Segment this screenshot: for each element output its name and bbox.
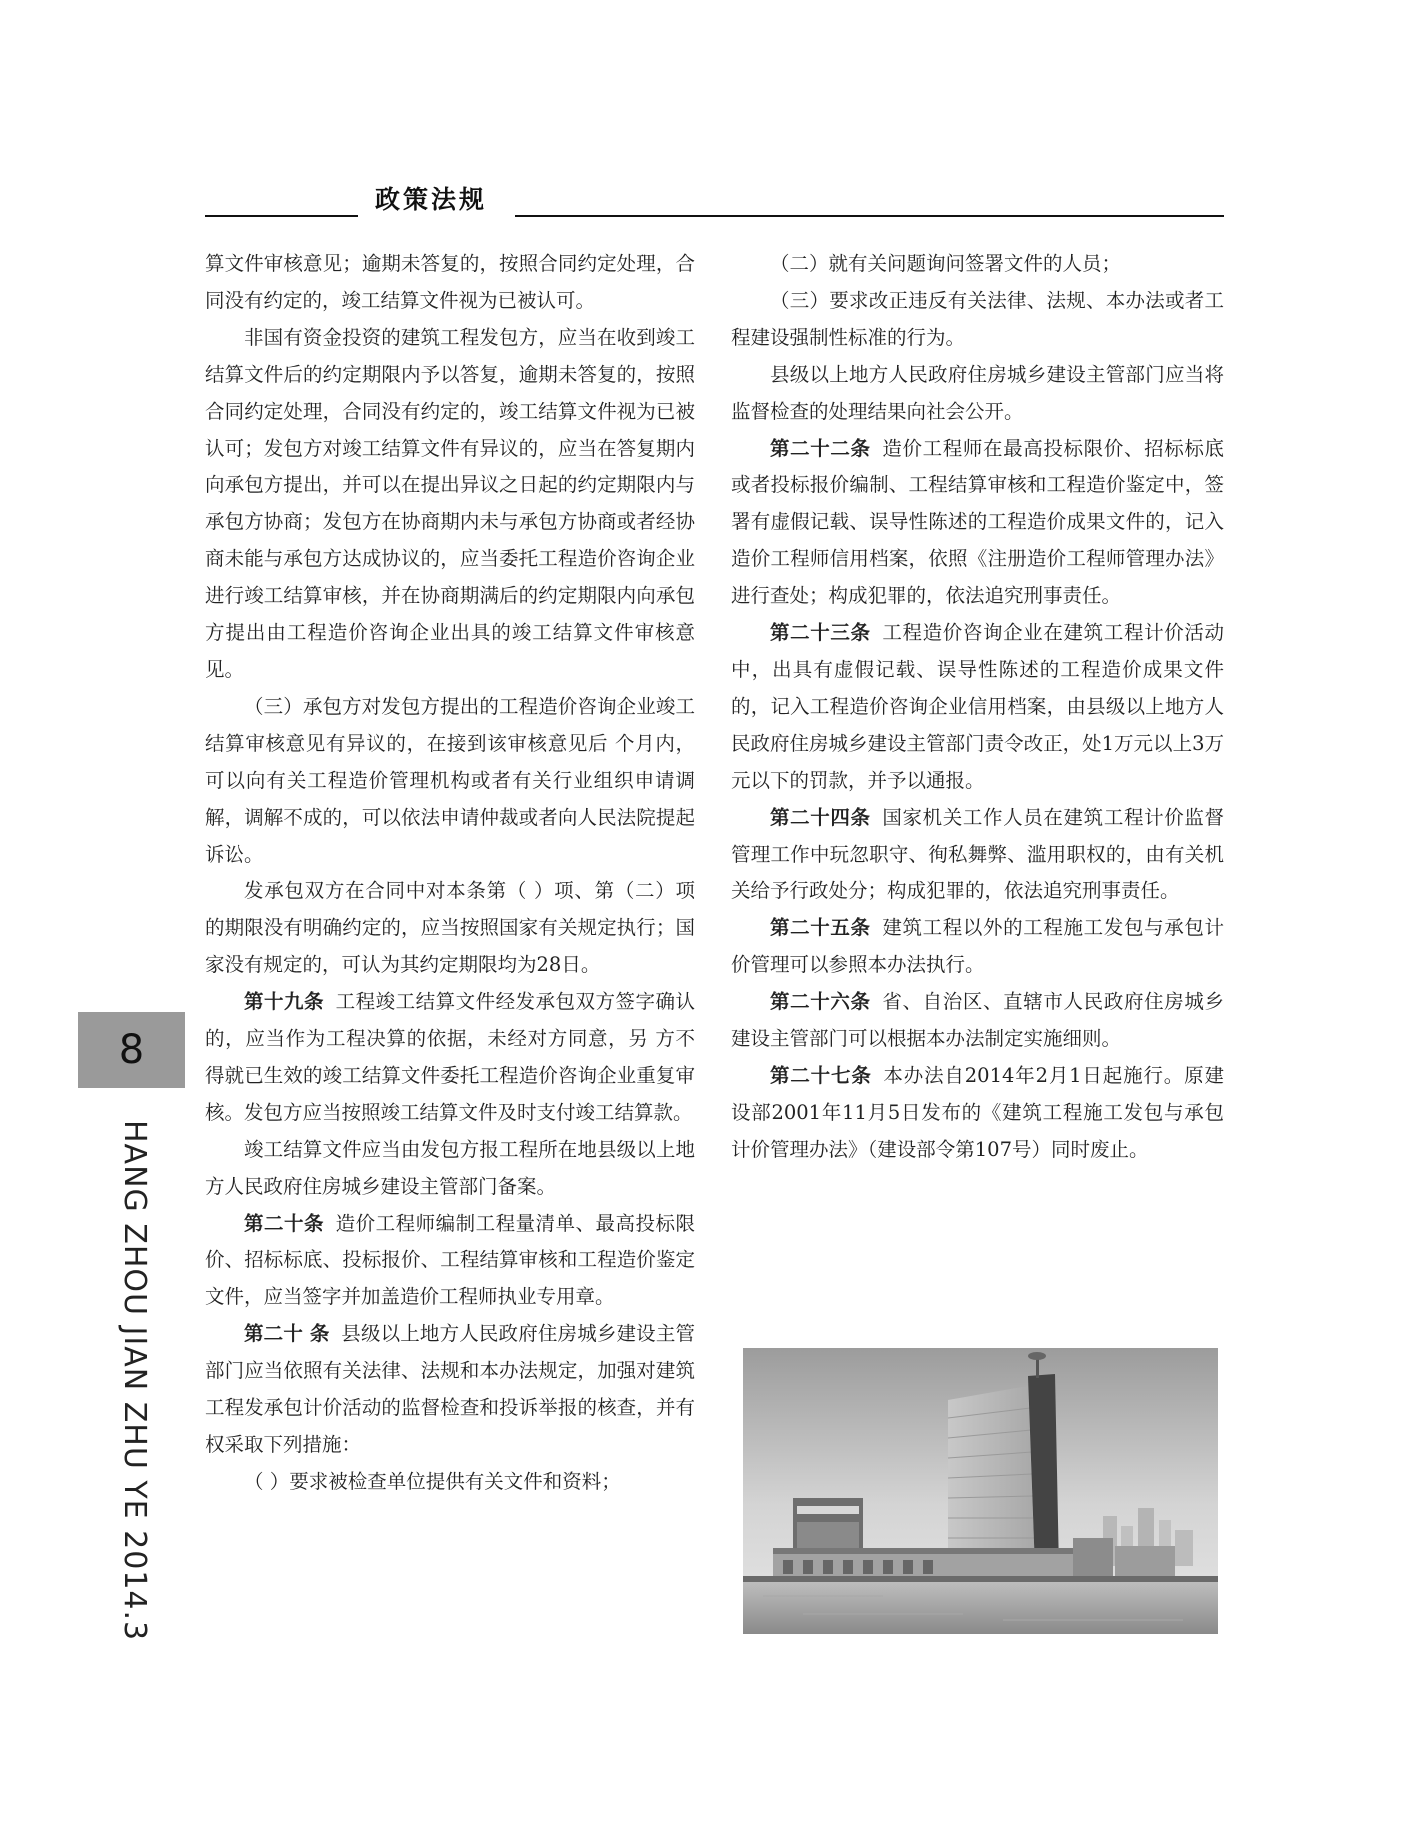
page-number-tab (78, 1012, 185, 1088)
article-heading: 第二十六条 (770, 990, 871, 1014)
article (205, 1206, 695, 1317)
article-heading: 第二十四条 (770, 805, 871, 829)
article-heading: 第二十二条 (770, 436, 871, 460)
building-photo (743, 1348, 1218, 1634)
paragraph-text: 发承包双方在合同中对本条第（ ）项、第（二）项的期限没有明确约定的，应当按照国家有关规定执行；国家没有规定的，可认为其约定期限均为28日。 (205, 879, 695, 977)
paragraph-text: 非国有资金投资的建筑工程发包方，应当在收到竣工结算文件后的约定期限内予以答复，逾期未答复的，按照合同约定处理，合同没有约定的，竣工结算文件视为已被认可；发包方对竣工结算文件有异议的，应当在答复期内向承包方提出，并可以在提出异议之日起的约定期限内与承包方协商；发包方在协商期内未与承包方协商或者经协商未能与承包方达成协议的，应当委托工程造价咨询企业进行竣工结算审核，并在协商期满后的约定期限内向承包方提出由工程造价咨询企业出具的竣工结算文件审核意见。 (205, 325, 695, 681)
building-photo-illustration (743, 1348, 1218, 1634)
article (731, 910, 1224, 984)
article-text: 建筑工程以外的工程施工发包与承包计价管理可以参照本办法执行。 (731, 916, 1224, 977)
article-heading: 第十九条 (244, 990, 324, 1014)
article-text: 本办法自2014年2月1日起施行。原建设部2001年11月5日发布的《建筑工程施工发包与承包计价管理办法》（建设部令第107号）同时废止。 (731, 1063, 1224, 1161)
paragraph (731, 357, 1224, 431)
article (731, 1058, 1224, 1169)
paragraph-text: 算文件审核意见；逾期未答复的，按照合同约定处理，合同没有约定的，竣工结算文件视为已被认可。 (205, 252, 695, 312)
article-heading: 第二十五条 (770, 916, 871, 940)
paragraph-text: （三）承包方对发包方提出的工程造价咨询企业竣工结算审核意见有异议的，在接到该审核意见后 个月内，可以向有关工程造价管理机构或者有关行业组织申请调解，调解不成的，可以依法申请仲裁或者向人民法院提起诉讼。 (205, 694, 695, 866)
article-text: 县级以上地方人民政府住房城乡建设主管部门应当依照有关法律、法规和本办法规定，加强对建筑工程发承包计价活动的监督检查和投诉举报的核查，并有权采取下列措施： (205, 1322, 695, 1456)
left-column (205, 246, 695, 1501)
paragraph (205, 246, 695, 320)
article (731, 431, 1224, 616)
article-heading: 第二十条 (244, 1211, 324, 1235)
article-heading: 第二十三条 (770, 621, 871, 645)
header-rule-right (515, 215, 1224, 217)
paragraph-text: （二）就有关问题询问签署文件的人员； (770, 252, 1122, 275)
article-text: 国家机关工作人员在建筑工程计价监督管理工作中玩忽职守、徇私舞弊、滥用职权的，由有关机关给予行政处分；构成犯罪的，依法追究刑事责任。 (731, 805, 1224, 903)
paragraph-text: 竣工结算文件应当由发包方报工程所在地县级以上地方人民政府住房城乡建设主管部门备案。 (205, 1137, 695, 1198)
section-header (205, 176, 1224, 220)
paragraph (731, 246, 1224, 283)
paragraph (205, 320, 695, 689)
journal-issue-label: HANG ZHOU JIAN ZHU YE 2014.3 (117, 1120, 152, 1642)
paragraph (205, 873, 695, 984)
article (205, 1316, 695, 1464)
article-text: 造价工程师编制工程量清单、最高投标限价、招标标底、投标报价、工程结算审核和工程造价鉴定文件，应当签字并加盖造价工程师执业专用章。 (205, 1211, 695, 1309)
article (731, 984, 1224, 1058)
paragraph-text: （三）要求改正违反有关法律、法规、本办法或者工程建设强制性标准的行为。 (731, 288, 1224, 349)
article-text: 工程造价咨询企业在建筑工程计价活动中，出具有虚假记载、误导性陈述的工程造价成果文件的，记入工程造价咨询企业信用档案，由县级以上地方人民政府住房城乡建设主管部门责令改正，处1万元以上3万元以下的罚款，并予以通报。 (731, 621, 1224, 792)
page-number: 8 (118, 1027, 145, 1073)
paragraph-text: 县级以上地方人民政府住房城乡建设主管部门应当将监督检查的处理结果向社会公开。 (731, 362, 1224, 423)
article (205, 984, 695, 1132)
paragraph (205, 1132, 695, 1206)
right-column (731, 246, 1224, 1169)
header-rule-left (205, 215, 358, 217)
paragraph (731, 283, 1224, 357)
section-title: 政策法规 (375, 185, 488, 214)
paragraph-text: （ ）要求被检查单位提供有关文件和资料； (244, 1469, 621, 1493)
article (731, 615, 1224, 800)
article-text: 省、自治区、直辖市人民政府住房城乡建设主管部门可以根据本办法制定实施细则。 (731, 990, 1224, 1051)
article (731, 800, 1224, 911)
article-text: 工程竣工结算文件经发承包双方签字确认的，应当作为工程决算的依据，未经对方同意，另 方不得就已生效的竣工结算文件委托工程造价咨询企业重复审核。发包方应当按照竣工结算文件及时支付竣工结算款。 (205, 990, 695, 1124)
paragraph (205, 1464, 695, 1501)
article-text: 造价工程师在最高投标限价、招标标底或者投标报价编制、工程结算审核和工程造价鉴定中，签署有虚假记载、误导性陈述的工程造价成果文件的，记入造价工程师信用档案，依照《注册造价工程师管理办法》进行查处；构成犯罪的，依法追究刑事责任。 (731, 436, 1224, 608)
article-heading: 第二十七条 (770, 1063, 872, 1087)
paragraph (205, 689, 695, 874)
article-heading: 第二十 条 (244, 1322, 330, 1346)
